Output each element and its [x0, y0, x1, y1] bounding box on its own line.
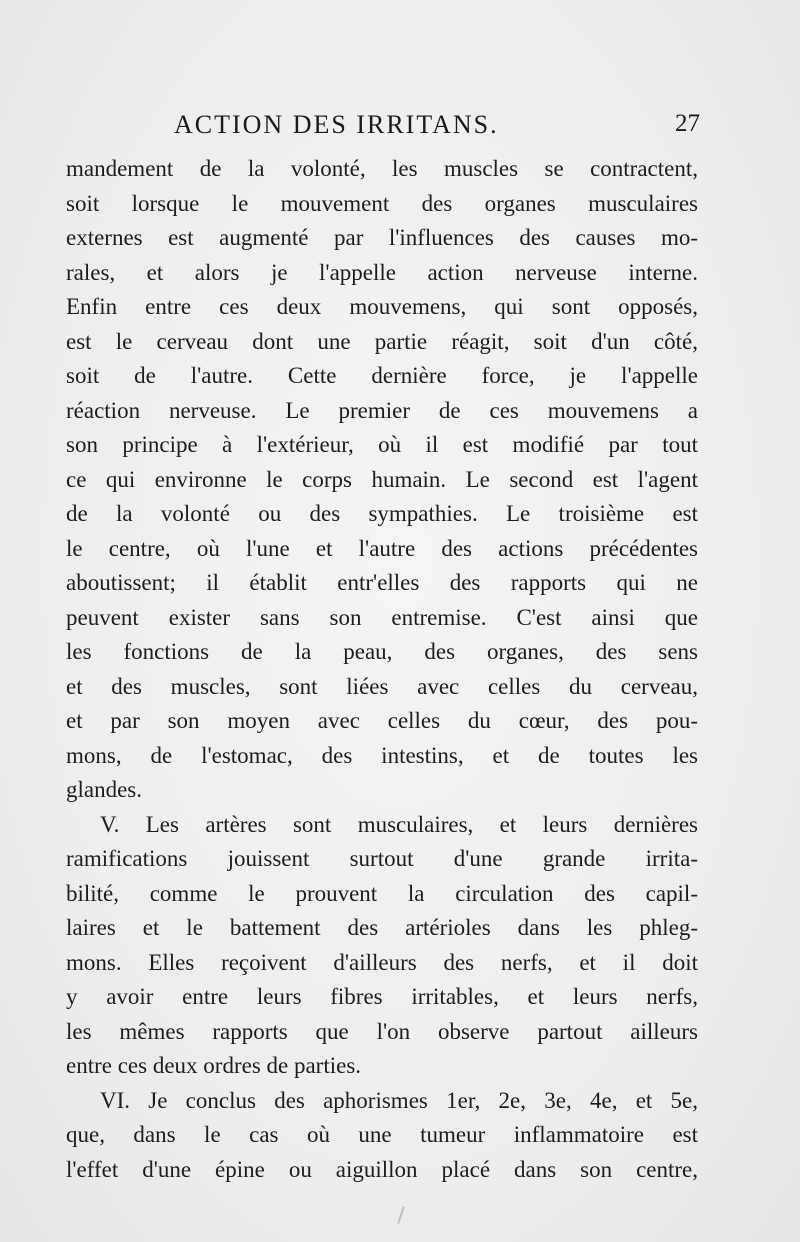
text-line: que, dans le cas où une tumeur inflammatoire est [66, 1122, 698, 1147]
text-line: les mêmes rapports que l'on observe partout ailleurs [66, 1018, 698, 1044]
text-line: bilité, comme le prouvent la circulation des capil- [66, 880, 698, 906]
text-line: rales, et alors je l'appelle action nerveuse interne. [66, 259, 698, 285]
text-line: laires et le battement des artérioles dans les phleg- [66, 915, 698, 940]
text-line: mandement de la volonté, les muscles se contractent, [66, 156, 698, 181]
running-title: ACTION DES IRRITANS. [174, 110, 499, 139]
text-line: y avoir entre leurs fibres irritables, et leurs nerfs, [66, 984, 698, 1009]
text-line: Enfin entre ces deux mouvemens, qui sont opposés, [66, 294, 698, 319]
text-line: ramifications jouissent surtout d'une grande irrita- [66, 846, 698, 871]
text-line: le centre, où l'une et l'autre des actions précédentes [66, 535, 698, 561]
body-text [66, 152, 698, 1187]
paper-mark [397, 1206, 404, 1224]
text-line: et des muscles, sont liées avec celles du cerveau, [66, 673, 698, 699]
text-line: ce qui environne le corps humain. Le second est l'agent [66, 466, 698, 492]
text-line: peuvent exister sans son entremise. C'est ainsi que [66, 604, 698, 630]
text-line: mons, de l'estomac, des intestins, et de toutes les [66, 742, 698, 768]
text-line: soit de l'autre. Cette dernière force, je l'appelle [66, 363, 698, 388]
text-line: son principe à l'extérieur, où il est modifié par tout [66, 432, 698, 457]
text-line: externes est augmenté par l'influences des causes mo- [66, 225, 698, 250]
text-line: soit lorsque le mouvement des organes musculaires [66, 190, 698, 216]
page-header [66, 110, 700, 150]
text-line: est le cerveau dont une partie réagit, soit d'un côté, [66, 328, 698, 354]
text-line: réaction nerveuse. Le premier de ces mouvemens a [66, 397, 698, 423]
text-line: glandes. [66, 777, 143, 802]
text-line: et par son moyen avec celles du cœur, des pou- [66, 708, 698, 733]
text-line: V. Les artères sont musculaires, et leurs dernières [100, 811, 698, 837]
text-line: mons. Elles reçoivent d'ailleurs des nerfs, et il doit [66, 949, 698, 975]
text-line: VI. Je conclus des aphorismes 1er, 2e, 3e, 4e, et 5e, [100, 1087, 698, 1113]
text-line: l'effet d'une épine ou aiguillon placé dans son centre, [66, 1156, 698, 1182]
page-number: 27 [675, 110, 700, 137]
text-line: entre ces deux ordres de parties. [66, 1053, 362, 1078]
text-line: les fonctions de la peau, des organes, des sens [66, 639, 698, 664]
text-line: de la volonté ou des sympathies. Le troisième est [66, 501, 698, 526]
text-line: aboutissent; il établit entr'elles des rapports qui ne [66, 570, 698, 595]
